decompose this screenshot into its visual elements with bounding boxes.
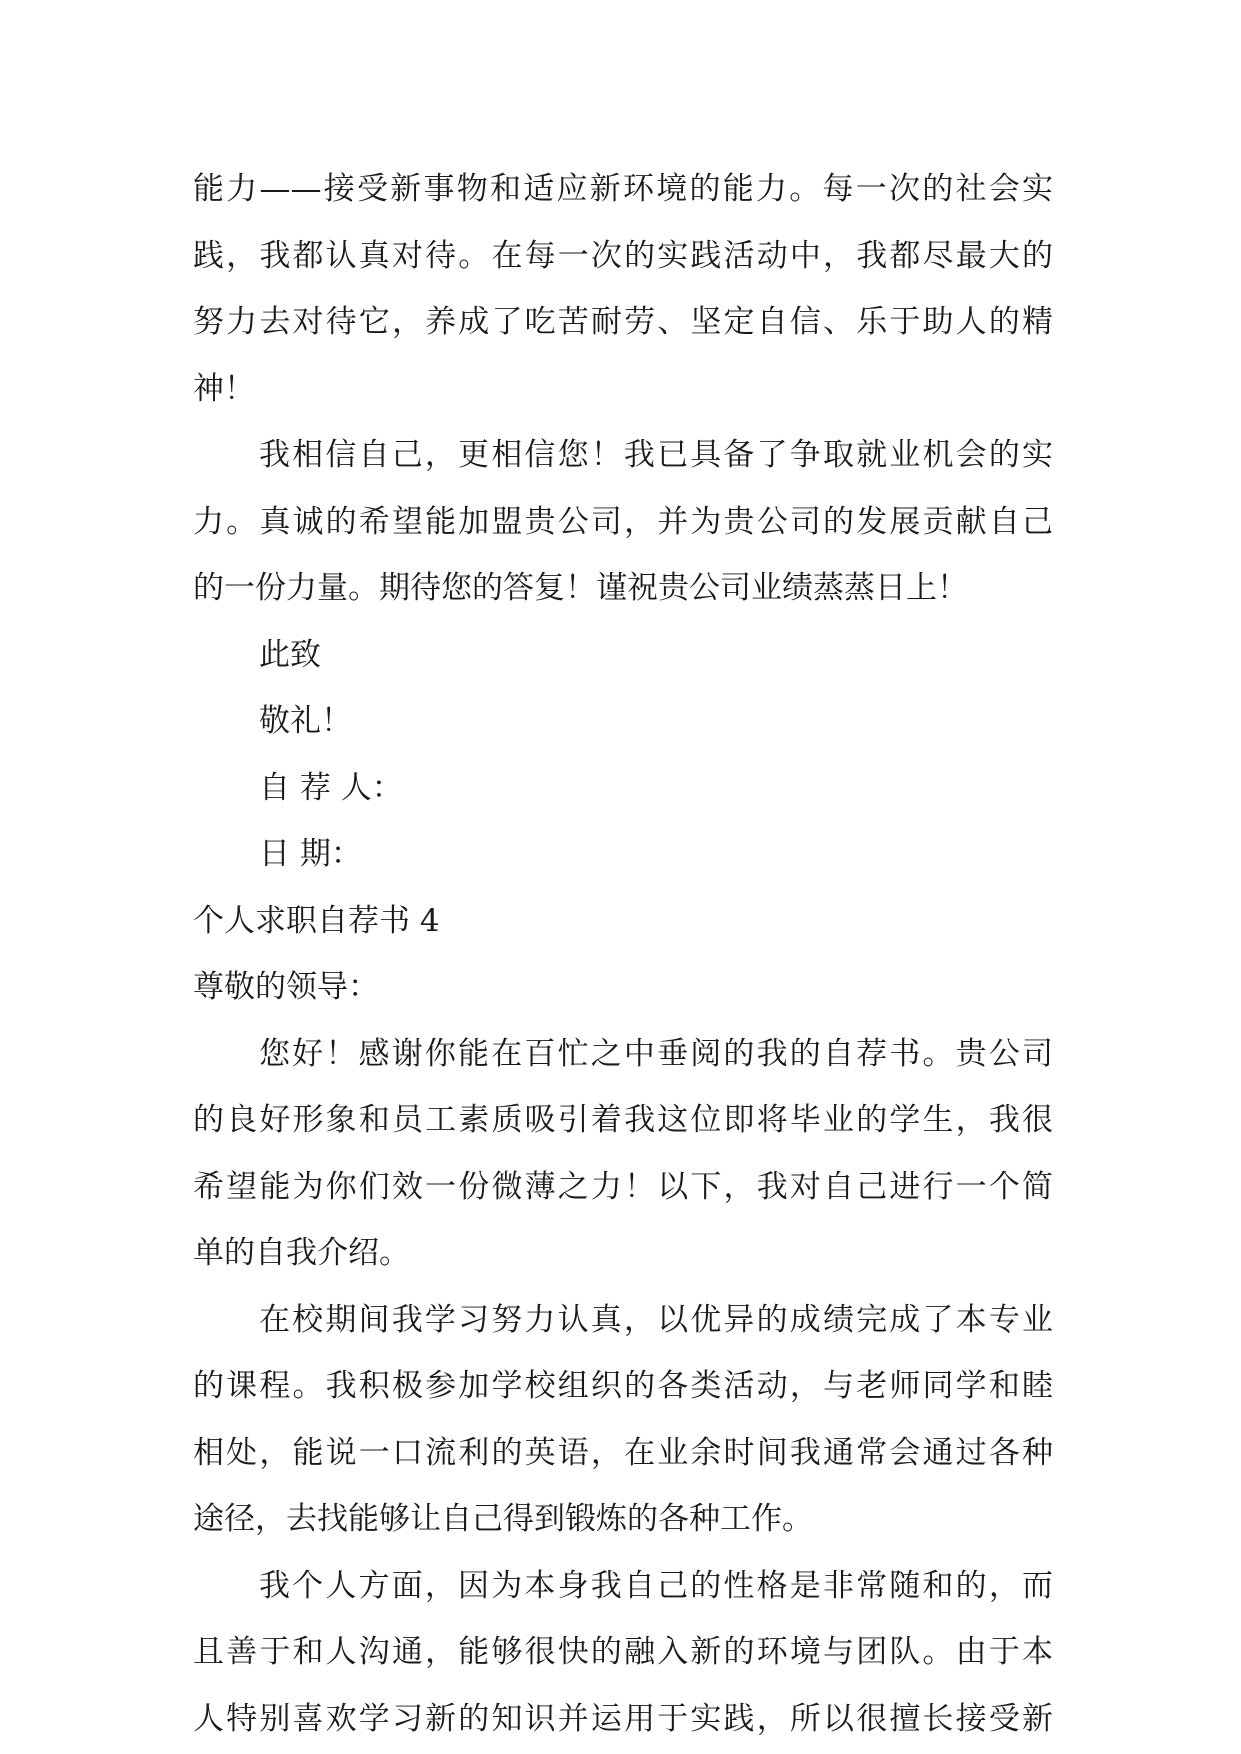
text-line: 神！ (193, 370, 255, 407)
text-line: 力。真诚的希望能加盟贵公司，并为贵公司的发展贡献自己 (193, 503, 1053, 540)
paragraph-first-line: 我相信自己，更相信您！我已具备了争取就业机会的实 (259, 437, 1053, 473)
text-line: 能力——接受新事物和适应新环境的能力。每一次的社会实 (193, 171, 1053, 207)
text-line: 践，我都认真对待。在每一次的实践活动中，我都尽最大的 (193, 237, 1053, 274)
text-line: 希望能为你们效一份微薄之力！以下，我对自己进行一个简 (193, 1168, 1053, 1205)
section-title: 个人求职自荐书 4 (193, 902, 440, 939)
text-line: 人特别喜欢学习新的知识并运用于实践，所以很擅长接受新 (193, 1700, 1053, 1737)
closing-salutation: 此致 (259, 636, 321, 673)
greeting: 尊敬的领导： (193, 969, 379, 1005)
text-line: 单的自我介绍。 (193, 1235, 410, 1271)
paragraph-first-line: 我个人方面，因为本身我自己的性格是非常随和的，而 (259, 1567, 1053, 1604)
paragraph-first-line: 您好！感谢你能在百忙之中垂阅的我的自荐书。贵公司 (259, 1035, 1053, 1072)
closing-regards: 敬礼！ (259, 703, 352, 739)
date-label: 日 期： (259, 836, 362, 872)
text-line: 的课程。我积极参加学校组织的各类活动，与老师同学和睦 (193, 1368, 1053, 1404)
document-body (193, 156, 1053, 1752)
text-line: 途径，去找能够让自己得到锻炼的各种工作。 (193, 1501, 813, 1537)
paragraph-first-line: 在校期间我学习努力认真，以优异的成绩完成了本专业 (259, 1301, 1053, 1338)
text-line: 的良好形象和员工素质吸引着我这位即将毕业的学生，我很 (193, 1102, 1053, 1138)
signature-label: 自 荐 人： (259, 769, 403, 806)
text-line: 相处，能说一口流利的英语，在业余时间我通常会通过各种 (193, 1434, 1053, 1471)
text-line: 且善于和人沟通，能够很快的融入新的环境与团队。由于本 (193, 1634, 1053, 1670)
text-line: 的一份力量。期待您的答复！谨祝贵公司业绩蒸蒸日上！ (193, 570, 968, 606)
text-line: 努力去对待它，养成了吃苦耐劳、坚定自信、乐于助人的精 (193, 304, 1053, 340)
